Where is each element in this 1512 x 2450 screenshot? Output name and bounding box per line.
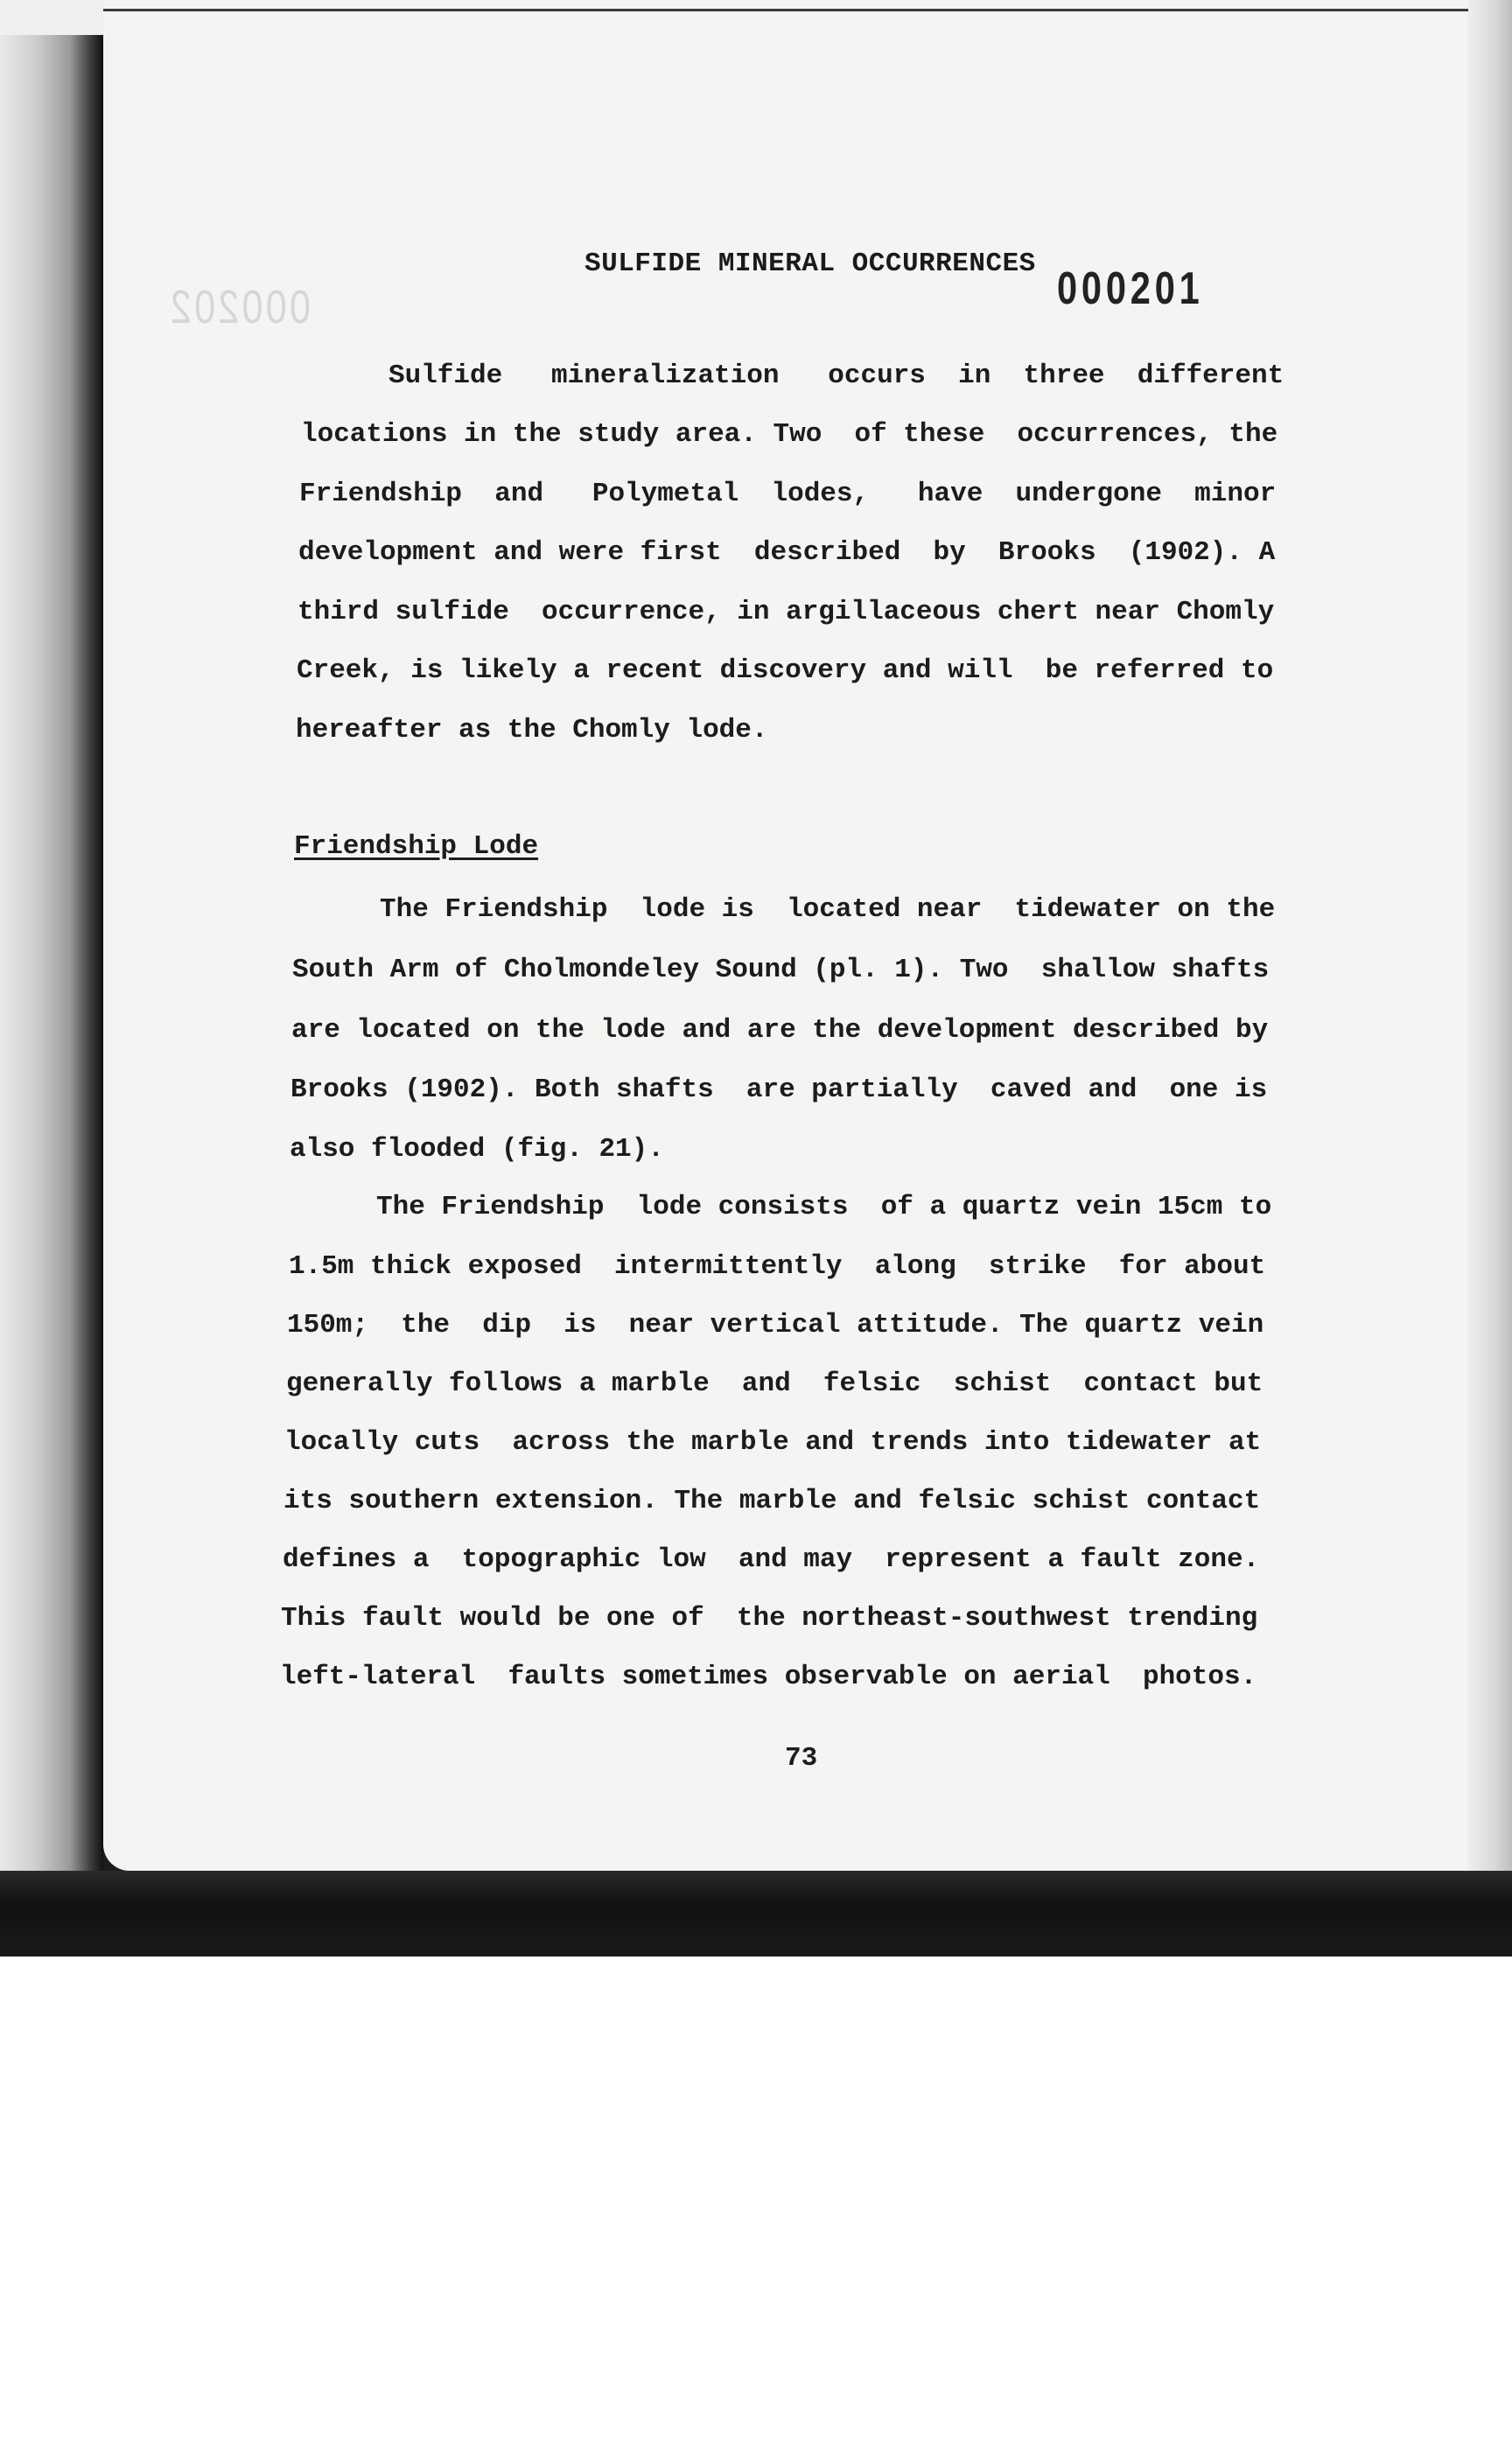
intro-line: Sulfide mineralization occurs in three different: [388, 360, 1284, 391]
paragraph-line: The Friendship lode is located near tidewater on the: [380, 894, 1276, 925]
paragraph-line: 150m; the dip is near vertical attitude. The quartz vein: [287, 1310, 1264, 1340]
ghost-stamp-number: 000202: [167, 281, 311, 333]
binding-shadow: [0, 0, 103, 1956]
paragraph-line: are located on the lode and are the development described by: [291, 1015, 1269, 1046]
paragraph-line: South Arm of Cholmondeley Sound (pl. 1). Two shallow shafts: [292, 955, 1270, 985]
intro-line: locations in the study area. Two of these occurrences, the: [301, 419, 1278, 450]
intro-line: development and were first described by Brooks (1902). A: [298, 537, 1276, 568]
paragraph-line: generally follows a marble and felsic schist contact but: [286, 1368, 1264, 1399]
paragraph-line: locally cuts across the marble and trends into tidewater at: [284, 1427, 1262, 1458]
paragraph-line: defines a topographic low and may represent a fault zone.: [283, 1544, 1260, 1575]
paragraph-line: its southern extension. The marble and felsic schist contact: [284, 1486, 1261, 1516]
intro-line: Creek, is likely a recent discovery and will be referred to: [297, 655, 1274, 686]
stamp-number: 000201: [1057, 263, 1204, 314]
binding-shadow-top: [0, 0, 103, 35]
paragraph-line: The Friendship lode consists of a quartz vein 15cm to: [376, 1192, 1272, 1222]
paragraph-line: 1.5m thick exposed intermittently along strike for about: [289, 1251, 1266, 1282]
intro-line: hereafter as the Chomly lode.: [296, 715, 768, 746]
paragraph-line: This fault would be one of the northeast-southwest trending: [281, 1603, 1258, 1634]
bottom-scan-edge: [0, 1871, 1512, 1956]
intro-line: third sulfide occurrence, in argillaceous chert near Chomly: [298, 597, 1275, 627]
intro-line: Friendship and Polymetal lodes, have undergone minor: [299, 479, 1277, 509]
right-page-edge: [1468, 0, 1512, 1956]
page-title: SULFIDE MINERAL OCCURRENCES: [584, 248, 1036, 279]
paragraph-line: also flooded (fig. 21).: [290, 1134, 664, 1165]
page-number: 73: [785, 1743, 818, 1774]
paragraph-line: Brooks (1902). Both shafts are partially caved and one is: [290, 1074, 1268, 1105]
paragraph-line: left-lateral faults sometimes observable on aerial photos.: [280, 1662, 1257, 1692]
top-scan-line: [103, 9, 1468, 11]
section-heading: Friendship Lode: [294, 831, 539, 862]
